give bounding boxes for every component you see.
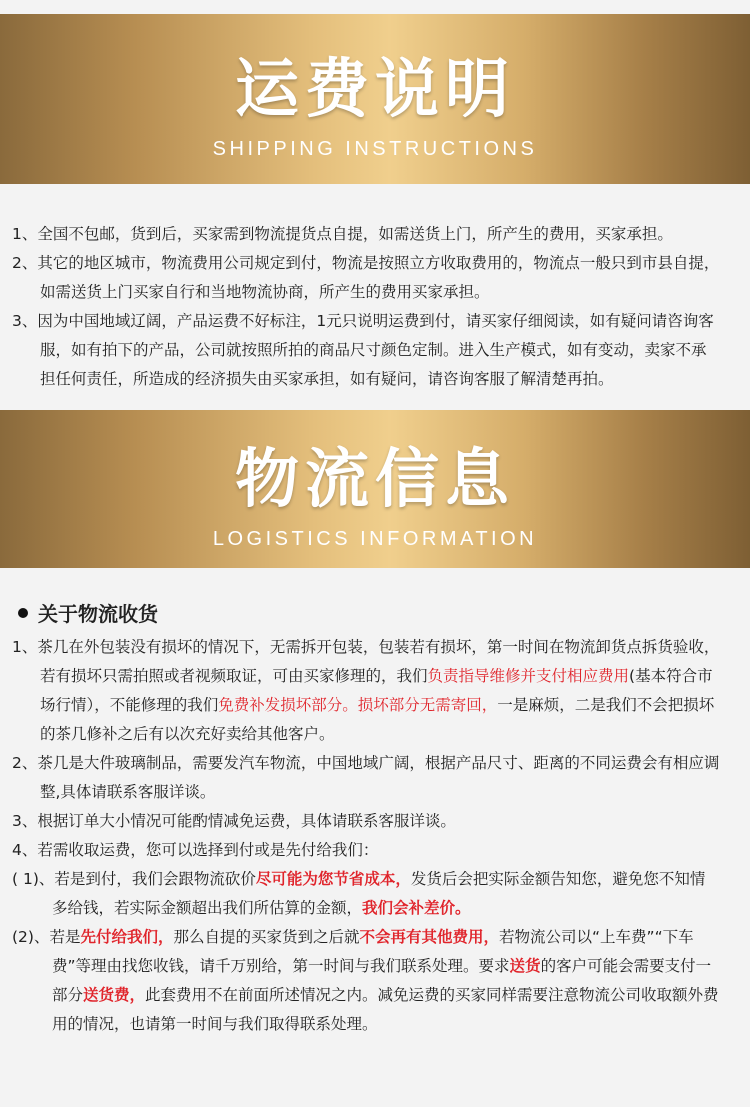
- sub-item-2-highlight-d: 不会再有其他费用，: [359, 928, 500, 946]
- shipping-title: 运费说明: [235, 53, 515, 127]
- sub-item-2-text-a: (2)、若是: [12, 928, 81, 946]
- shipping-item-2: 2、其它的地区城市，物流费用公司规定到付，物流是按照立方收取费用的，物流点一般只到市县自提，如需送货上门买家自行和当地物流协商，所产生的费用买家承担。: [12, 254, 720, 301]
- sub-item-1-text-a: ( 1)、若是到付，我们会跟物流砍价: [12, 870, 256, 888]
- sub-item-2-highlight-f: 送货: [509, 957, 541, 975]
- receiving-item-1: [12, 633, 720, 749]
- sub-item-1-highlight-d: 我们会补差价。: [362, 899, 471, 917]
- shipping-banner: [0, 14, 750, 184]
- logistics-title: 物流信息: [235, 443, 515, 517]
- sub-item-1-highlight-b: 尽可能为您节省成本，: [255, 870, 411, 888]
- shipping-subtitle: SHIPPING INSTRUCTIONS: [212, 138, 538, 160]
- sub-item-1-text-c: 发货后会把实际金额告知您，避免您不知情多给钱，若实际金额超出我们所估算的金额，: [52, 870, 706, 917]
- sub-item-2-text-c: 那么自提的买家货到之后就: [173, 928, 360, 946]
- receiving-item-4: 4、若需收取运费，您可以选择到付或是先付给我们：: [12, 841, 379, 859]
- logistics-banner: [0, 410, 750, 568]
- shipping-item-3: 3、因为中国地域辽阔，产品运费不好标注，1元只说明运费到付，请买家仔细阅读，如有疑问请咨询客服，如有拍下的产品，公司就按照所拍的商品尺寸颜色定制。进入生产模式，如有变动，卖家不承担任何责任，所造成的经济损失由买家承担，如有疑问，请咨询客服了解清楚再拍。: [12, 312, 714, 388]
- logistics-subtitle: LOGISTICS INFORMATION: [212, 528, 538, 550]
- receiving-heading: [18, 598, 720, 627]
- receiving-item-1-highlight-b: 负责指导维修并支付相应费用: [427, 667, 630, 685]
- receiving-item-1-text-c: (基本符合市场行情），不能修理的我们: [40, 667, 713, 714]
- sub-item-2-text-e: 若物流公司以“上车费”“下车费”等理由找您收钱，请千万别给，第一时间与我们联系处理。要求: [52, 928, 694, 975]
- shipping-item-1: 1、全国不包邮，货到后，买家需到物流提货点自提，如需送货上门，所产生的费用，买家承担。: [12, 225, 673, 243]
- shipping-section: [0, 184, 750, 410]
- receiving-sub-item-2: [12, 923, 720, 1039]
- bullet-dot-icon: [18, 608, 28, 618]
- receiving-heading-text: 关于物流收货: [38, 602, 158, 626]
- receiving-item-3: 3、根据订单大小情况可能酌情减免运费，具体请联系客服详谈。: [12, 812, 456, 830]
- receiving-item-2: 2、茶几是大件玻璃制品，需要发汽车物流，中国地域广阔，根据产品尺寸、距离的不同运费会有相应调整,具体请联系客服详谈。: [12, 754, 720, 801]
- logistics-section: [0, 568, 750, 1039]
- sub-item-2-text-g: 的客户可能会需要支付一部分: [52, 957, 712, 1004]
- receiving-item-1-highlight-d: 免费补发损坏部分。损坏部分无需寄回，: [218, 696, 498, 714]
- receiving-item-1-text-e: 一是麻烦，二是我们不会把损坏的茶几修补之后有以次充好卖给其他客户。: [40, 696, 715, 743]
- receiving-sub-item-1: [12, 865, 720, 923]
- sub-item-2-highlight-b: 先付给我们，: [80, 928, 174, 946]
- sub-item-2-highlight-h: 送货费，: [83, 986, 146, 1004]
- receiving-item-1-text-a: 1、茶几在外包装没有损坏的情况下，无需拆开包装，包装若有损坏，第一时间在物流卸货点拆货验收，若有损坏只需拍照或者视频取证，可由买家修理的，我们: [12, 638, 720, 685]
- sub-item-2-text-i: 此套费用不在前面所述情况之内。减免运费的买家同样需要注意物流公司收取额外费用的情况，也请第一时间与我们取得联系处理。: [52, 986, 719, 1033]
